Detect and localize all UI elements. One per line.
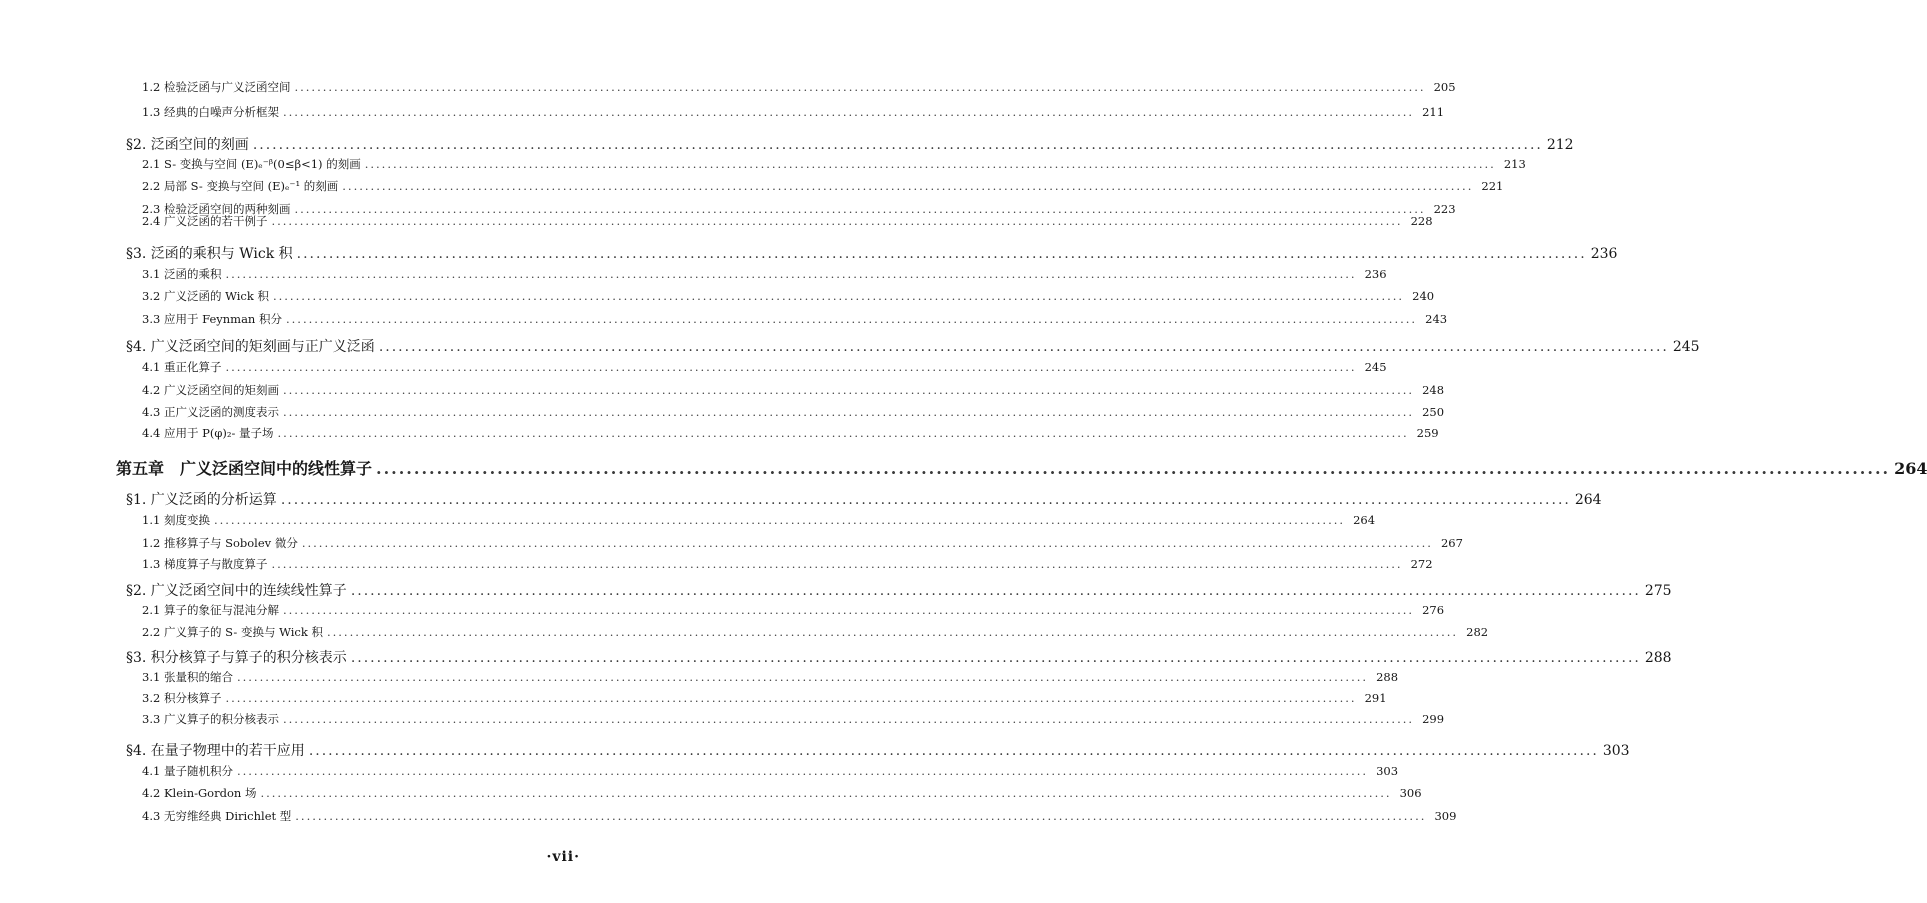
dot-leader: ........................................................................................................................................................................................................ <box>225 691 1357 705</box>
toc-entry <box>126 740 1630 760</box>
toc-entry-page-number: 223 <box>1433 202 1456 216</box>
toc-entry-page-number: 288 <box>1644 650 1672 666</box>
dot-leader: ........................................................................................................................................................................................................ <box>280 492 1571 508</box>
toc-entry <box>142 535 1463 551</box>
toc-entry <box>142 404 1445 420</box>
toc-entry-title: 4.1 量子随机积分 <box>142 764 233 778</box>
toc-entry <box>142 556 1433 572</box>
toc-entry-page-number: 221 <box>1481 179 1504 193</box>
dot-leader: ........................................................................................................................................................................................................ <box>350 583 1641 599</box>
toc-entry <box>126 489 1602 509</box>
dot-leader: ........................................................................................................................................................................................................ <box>308 743 1599 759</box>
dot-leader: ........................................................................................................................................................................................................ <box>376 459 1891 478</box>
toc-entry-title: §2. 泛函空间的刻画 <box>126 137 249 153</box>
dot-leader: ........................................................................................................................................................................................................ <box>296 246 1587 262</box>
dot-leader: ........................................................................................................................................................................................................ <box>295 809 1427 823</box>
dot-leader: ........................................................................................................................................................................................................ <box>271 557 1403 571</box>
toc-entry-title: 2.1 算子的象征与混沌分解 <box>142 603 279 617</box>
dot-leader: ........................................................................................................................................................................................................ <box>213 513 1346 527</box>
dot-leader: ........................................................................................................................................................................................................ <box>301 536 1433 550</box>
toc-entry-title: 3.1 泛函的乘积 <box>142 267 222 281</box>
toc-entry <box>126 336 1700 356</box>
toc-entry-page-number: 272 <box>1410 557 1433 571</box>
toc-entry <box>126 580 1672 600</box>
dot-leader: ........................................................................................................................................................................................................ <box>236 670 1369 684</box>
toc-entry-title: 4.2 Klein-Gordon 场 <box>142 786 257 800</box>
toc-entry-title: §3. 泛函的乘积与 Wick 积 <box>126 246 293 262</box>
dot-leader: ........................................................................................................................................................................................................ <box>326 625 1459 639</box>
toc-entry <box>126 134 1574 154</box>
toc-entry <box>142 104 1445 120</box>
toc-entry <box>142 624 1489 640</box>
toc-entry-title: 1.2 推移算子与 Sobolev 微分 <box>142 536 298 550</box>
toc-entry-page-number: 267 <box>1440 536 1463 550</box>
dot-leader: ........................................................................................................................................................................................................ <box>378 339 1669 355</box>
toc-entry-page-number: 306 <box>1399 786 1422 800</box>
dot-leader: ........................................................................................................................................................................................................ <box>342 179 1474 193</box>
toc-entry-title: 1.2 检验泛函与广义泛函空间 <box>142 80 291 94</box>
dot-leader: ........................................................................................................................................................................................................ <box>364 157 1496 171</box>
toc-entry <box>142 785 1422 801</box>
toc-entry-page-number: 303 <box>1376 764 1399 778</box>
toc-entry-page-number: 212 <box>1546 137 1574 153</box>
toc-entry <box>142 79 1456 95</box>
toc-entry-title: 3.3 应用于 Feynman 积分 <box>142 312 282 326</box>
toc-entry-page-number: 264 <box>1574 492 1602 508</box>
dot-leader: ........................................................................................................................................................................................................ <box>282 105 1415 119</box>
dot-leader: ........................................................................................................................................................................................................ <box>277 426 1409 440</box>
toc-entry-title: §2. 广义泛函空间中的连续线性算子 <box>126 583 347 599</box>
toc-entry-title: 2.3 检验泛函空间的两种刻画 <box>142 202 291 216</box>
dot-leader: ........................................................................................................................................................................................................ <box>271 214 1403 228</box>
toc-entry <box>142 711 1445 727</box>
toc-entry <box>142 213 1433 229</box>
toc-entry-page-number: 276 <box>1422 603 1445 617</box>
toc-entry-page-number: 264 <box>1894 459 1927 478</box>
toc-entry-title: 4.4 应用于 P(φ)₂- 量子场 <box>142 426 274 440</box>
dot-leader: ........................................................................................................................................................................................................ <box>282 712 1415 726</box>
dot-leader: ........................................................................................................................................................................................................ <box>236 764 1369 778</box>
toc-entry-title: §3. 积分核算子与算子的积分核表示 <box>126 650 347 666</box>
toc-entry-title: 1.3 梯度算子与散度算子 <box>142 557 268 571</box>
toc-entry-page-number: 264 <box>1353 513 1376 527</box>
toc-entry-title: §1. 广义泛函的分析运算 <box>126 492 277 508</box>
toc-entry-page-number: 299 <box>1422 712 1445 726</box>
toc-entry <box>142 669 1399 685</box>
toc-entry <box>142 512 1376 528</box>
toc-entry-page-number: 248 <box>1422 383 1445 397</box>
dot-leader: ........................................................................................................................................................................................................ <box>260 786 1392 800</box>
toc-entry-title: 4.1 重正化算子 <box>142 360 222 374</box>
dot-leader: ........................................................................................................................................................................................................ <box>282 405 1415 419</box>
toc-entry-title: §4. 广义泛函空间的矩刻画与正广义泛函 <box>126 339 375 355</box>
toc-entry-page-number: 303 <box>1602 743 1630 759</box>
toc-entry-page-number: 282 <box>1466 625 1489 639</box>
toc-entry-page-number: 243 <box>1425 312 1448 326</box>
toc-entry-page-number: 228 <box>1410 214 1433 228</box>
toc-entry <box>142 266 1387 282</box>
toc-entry-page-number: 245 <box>1672 339 1700 355</box>
toc-entry-page-number: 240 <box>1412 289 1435 303</box>
toc-entry-title: 2.2 广义算子的 S- 变换与 Wick 积 <box>142 625 323 639</box>
toc-entry <box>142 359 1387 375</box>
toc-entry-page-number: 213 <box>1503 157 1526 171</box>
dot-leader: ........................................................................................................................................................................................................ <box>225 267 1357 281</box>
toc-entry-title: 4.3 正广义泛函的测度表示 <box>142 405 279 419</box>
toc-entry-title: §4. 在量子物理中的若干应用 <box>126 743 305 759</box>
toc-entry <box>142 288 1435 304</box>
toc-entry-title: 3.3 广义算子的积分核表示 <box>142 712 279 726</box>
toc-entry-title: 3.2 广义泛函的 Wick 积 <box>142 289 269 303</box>
toc-entry <box>142 311 1448 327</box>
dot-leader: ........................................................................................................................................................................................................ <box>294 80 1426 94</box>
toc-entry-title: 2.2 局部 S- 变换与空间 (E)ₑ⁻¹ 的刻画 <box>142 179 339 193</box>
toc-entry-page-number: 236 <box>1590 246 1618 262</box>
toc-entry-title: 4.2 广义泛函空间的矩刻画 <box>142 383 279 397</box>
toc-entry-page-number: 250 <box>1422 405 1445 419</box>
toc-entry-page-number: 205 <box>1433 80 1456 94</box>
toc-entry-title: 1.1 刻度变换 <box>142 513 210 527</box>
toc-entry-page-number: 245 <box>1364 360 1387 374</box>
dot-leader: ........................................................................................................................................................................................................ <box>252 137 1543 153</box>
toc-entry <box>142 808 1457 824</box>
toc-entry-title: 2.4 广义泛函的若干例子 <box>142 214 268 228</box>
dot-leader: ........................................................................................................................................................................................................ <box>272 289 1405 303</box>
toc-entry <box>126 243 1618 263</box>
toc-entry <box>142 763 1399 779</box>
toc-entry-title: 4.3 无穷维经典 Dirichlet 型 <box>142 809 292 823</box>
toc-entry-page-number: 236 <box>1364 267 1387 281</box>
toc-entry-page-number: 275 <box>1644 583 1672 599</box>
toc-entry-title: 1.3 经典的白噪声分析框架 <box>142 105 279 119</box>
toc-entry-title: 3.1 张量积的缩合 <box>142 670 233 684</box>
dot-leader: ........................................................................................................................................................................................................ <box>294 202 1426 216</box>
toc-entry <box>142 690 1387 706</box>
toc-entry-page-number: 309 <box>1434 809 1457 823</box>
page-folio: ·vii· <box>546 849 580 865</box>
dot-leader: ........................................................................................................................................................................................................ <box>282 383 1415 397</box>
toc-entry <box>116 456 1927 479</box>
toc-entry-title: 3.2 积分核算子 <box>142 691 222 705</box>
toc-entry <box>142 602 1445 618</box>
toc-entry <box>126 647 1672 667</box>
dot-leader: ........................................................................................................................................................................................................ <box>285 312 1418 326</box>
toc-entry-page-number: 259 <box>1416 426 1439 440</box>
toc-entry-title: 第五章 广义泛函空间中的线性算子 <box>116 459 373 478</box>
toc-entry-page-number: 211 <box>1422 105 1445 119</box>
dot-leader: ........................................................................................................................................................................................................ <box>350 650 1641 666</box>
toc-entry <box>142 178 1504 194</box>
toc-entry-page-number: 291 <box>1364 691 1387 705</box>
toc-entry <box>142 156 1526 172</box>
dot-leader: ........................................................................................................................................................................................................ <box>282 603 1415 617</box>
toc-entry-page-number: 288 <box>1376 670 1399 684</box>
dot-leader: ........................................................................................................................................................................................................ <box>225 360 1357 374</box>
toc-entry <box>142 382 1445 398</box>
toc-entry-title: 2.1 S- 变换与空间 (E)ₑ⁻ᵝ(0≤β<1) 的刻画 <box>142 157 361 171</box>
toc-entry <box>142 425 1439 441</box>
